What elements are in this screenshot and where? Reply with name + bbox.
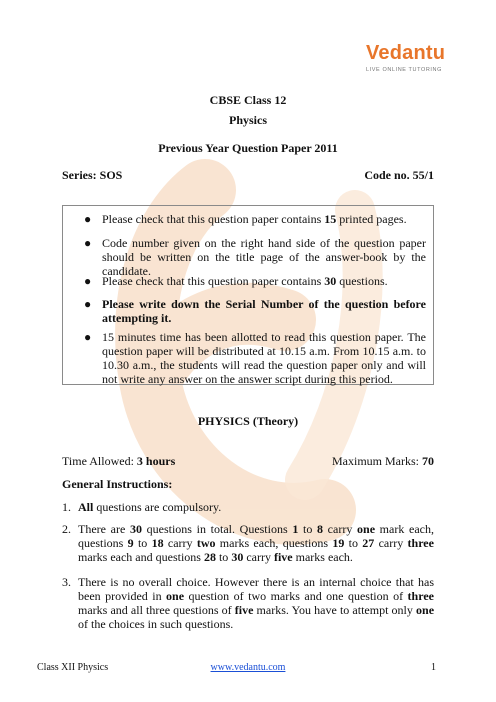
series-label: Series: SOS [62, 168, 123, 182]
box-item-text: 15 minutes time has been allotted to read this question paper. The question paper will be distributed at 10.15 a.m. From 10.15 a.m. to 10.30 a.m., the students will read the question paper only and will not write any answer on the answer script during this period. [102, 330, 426, 386]
bullet-icon: ● [84, 274, 92, 288]
maximum-marks: Maximum Marks: 70 [332, 454, 434, 468]
page-number: 1 [431, 662, 436, 673]
vedantu-logo [366, 42, 450, 80]
logo-wordmark: Vedantu [366, 42, 446, 64]
instruction-text: There are 30 questions in total. Questions 1 to 8 carry one mark each, questions 9 to 18 carry two marks each, questions 19 to 27 carry three marks each and questions 28 to 30 carry five marks each. [78, 522, 434, 564]
code-label: Code no. 55/1 [364, 168, 434, 182]
box-item-text: Code number given on the right hand side of the question paper should be written on the title page of the answer-book by the candidate. [102, 236, 426, 278]
logo-tagline: LIVE ONLINE TUTORING [366, 67, 442, 73]
bullet-icon: ● [84, 330, 92, 344]
box-item-text: Please check that this question paper contains 30 questions. [102, 274, 388, 288]
paper-subject-title: Physics [228, 113, 267, 127]
paper-class-title: CBSE Class 12 [209, 93, 287, 107]
general-instructions-heading: General Instructions: [62, 477, 173, 491]
footer-website-link[interactable]: www.vedantu.com [210, 662, 286, 673]
bullet-icon: ● [84, 212, 92, 226]
time-allowed: Time Allowed: 3 hours [62, 454, 176, 468]
instruction-text: There is no overall choice. However there is an internal choice that has been provided in one question of two marks and one question of three marks and all three questions of five marks. You have to attempt only one of the choices in such questions. [78, 575, 435, 631]
instruction-text: All questions are compulsory. [78, 500, 222, 514]
footer-class-label: Class XII Physics [37, 662, 109, 673]
box-item-text: Please check that this question paper contains 15 printed pages. [102, 212, 407, 226]
instruction-number: 3. [62, 575, 71, 589]
instruction-number: 2. [62, 522, 71, 536]
instruction-number: 1. [62, 500, 71, 514]
section-title: PHYSICS (Theory) [197, 414, 299, 428]
bullet-icon: ● [84, 297, 92, 311]
box-item-text: Please write down the Serial Number of the question before attempting it. [102, 297, 426, 325]
bullet-icon: ● [84, 236, 92, 250]
paper-year-title: Previous Year Question Paper 2011 [158, 141, 338, 155]
